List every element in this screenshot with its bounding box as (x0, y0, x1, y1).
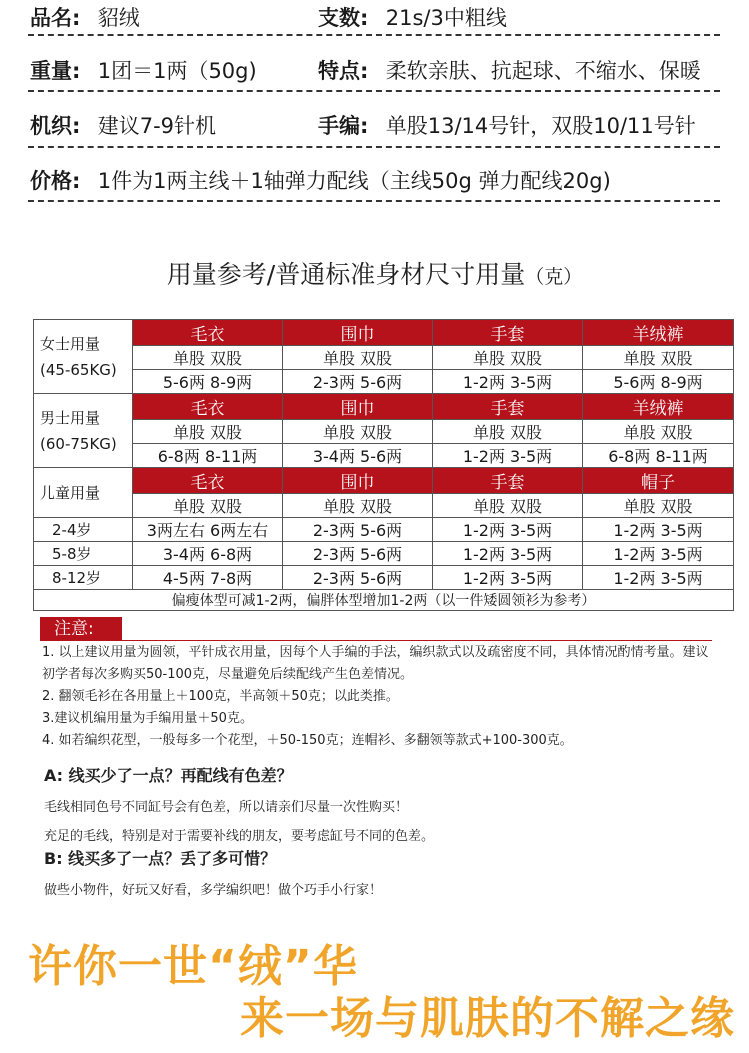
women-ply-cell: 单股 双股 (583, 346, 734, 370)
hand-value: 单股13/14号针，双股10/11号针 (385, 114, 696, 138)
spec-hand-row (318, 110, 696, 140)
spec-machine-row (30, 110, 216, 140)
kids-ply-cell: 单股 双股 (583, 494, 734, 518)
table-row (34, 444, 734, 468)
men-ply-cell: 单股 双股 (283, 420, 433, 444)
slogan-line-2: 来一场与肌肤的不解之缘 (240, 993, 735, 1044)
kids-amount-cell: 1-2两 3-5两 (583, 542, 734, 566)
question-a: A: 线买少了一点？再配线有色差？ (44, 766, 293, 785)
kids-age-cell: 2-4岁 (34, 518, 133, 542)
women-head-gloves: 手套 (433, 320, 583, 346)
kids-amount-cell: 1-2两 3-5两 (433, 542, 583, 566)
divider (28, 200, 720, 202)
table-row (34, 420, 734, 444)
men-ply-cell: 单股 双股 (583, 420, 734, 444)
men-head-pants: 羊绒裤 (583, 394, 734, 420)
kids-head-gloves: 手套 (433, 468, 583, 494)
usage-title-text: 用量参考/普通标准身材尺寸用量 (166, 260, 526, 289)
kids-head-sweater: 毛衣 (133, 468, 283, 494)
women-amount-cell: 2-3两 5-6两 (283, 370, 433, 394)
women-amount-cell: 5-6两 8-9两 (583, 370, 734, 394)
answer-a1: 毛线相同色号不同缸号会有色差，所以请亲们尽量一次性购买！ (44, 800, 409, 815)
kids-amount-cell: 3两左右 6两左右 (133, 518, 283, 542)
kids-ply-cell: 单股 双股 (433, 494, 583, 518)
price-value: 1件为1两主线＋1轴弹力配线（主线50g 弹力配线20g) (97, 169, 611, 193)
kids-group-cell (34, 468, 133, 518)
men-head-sweater: 毛衣 (133, 394, 283, 420)
women-head-pants: 羊绒裤 (583, 320, 734, 346)
kids-amount-cell: 4-5两 7-8两 (133, 566, 283, 590)
usage-table (33, 319, 734, 611)
spec-price-row (30, 165, 611, 195)
feature-label: 特点: (318, 59, 369, 83)
women-label: 女士用量 (40, 334, 101, 353)
count-value: 21s/3中粗线 (385, 6, 507, 30)
qa-block-b (44, 846, 704, 908)
question-b: B: 线买多了一点？丢了多可惜？ (44, 849, 277, 868)
men-ply-cell: 单股 双股 (433, 420, 583, 444)
table-row (34, 494, 734, 518)
name-label: 品名: (30, 6, 81, 30)
divider (28, 146, 720, 148)
kids-head-hat: 帽子 (583, 468, 734, 494)
kids-amount-cell: 1-2两 3-5两 (433, 566, 583, 590)
women-head-sweater: 毛衣 (133, 320, 283, 346)
kids-amount-cell: 1-2两 3-5两 (433, 518, 583, 542)
note-item: 1. 以上建议用量为圆领，平针成衣用量，因每个人手编的手法，编织款式以及疏密度不同，具体情况酌情考量。建议初学者每次多购买50-100克，尽量避免后续配线产生色差情况。 (42, 645, 709, 682)
women-ply-cell: 单股 双股 (133, 346, 283, 370)
machine-label: 机织: (30, 114, 81, 138)
women-group-cell (34, 320, 133, 394)
men-amount-cell: 6-8两 8-11两 (583, 444, 734, 468)
kids-amount-cell: 2-3两 5-6两 (283, 518, 433, 542)
spec-name-row (30, 2, 140, 32)
men-group-cell (34, 394, 133, 468)
men-amount-cell: 1-2两 3-5两 (433, 444, 583, 468)
count-label: 支数: (318, 6, 369, 30)
men-label: 男士用量 (40, 408, 101, 427)
women-amount-cell: 1-2两 3-5两 (433, 370, 583, 394)
note-item: 2. 翻领毛衫在各用量上＋100克，半高领＋50克；以此类推。 (42, 689, 399, 704)
weight-value: 1团＝1两（50g) (97, 59, 257, 83)
men-range: (60-75KG) (40, 434, 117, 453)
weight-label: 重量: (30, 59, 81, 83)
spec-feature-row (318, 55, 701, 85)
kids-amount-cell: 3-4两 6-8两 (133, 542, 283, 566)
kids-amount-cell: 2-3两 5-6两 (283, 542, 433, 566)
table-row (34, 370, 734, 394)
divider (28, 34, 720, 36)
answer-a2: 充足的毛线，特别是对于需要补线的朋友，要考虑缸号不同的色差。 (44, 829, 435, 844)
kids-age-cell: 8-12岁 (34, 566, 133, 590)
feature-value: 柔软亲肤、抗起球、不缩水、保暖 (385, 59, 701, 83)
qa-block-a (44, 763, 704, 854)
hand-label: 手编: (318, 114, 369, 138)
men-amount-cell: 3-4两 5-6两 (283, 444, 433, 468)
divider (28, 90, 720, 92)
women-head-scarf: 围巾 (283, 320, 433, 346)
price-label: 价格: (30, 169, 81, 193)
women-ply-cell: 单股 双股 (283, 346, 433, 370)
table-row (34, 542, 734, 566)
spec-weight-row (30, 55, 257, 85)
name-value: 貂绒 (97, 6, 140, 30)
slogan-line-1: 许你一世“绒”华 (28, 941, 358, 992)
machine-value: 建议7-9针机 (97, 114, 217, 138)
table-row (34, 346, 734, 370)
kids-ply-cell: 单股 双股 (133, 494, 283, 518)
kids-amount-cell: 2-3两 5-6两 (283, 566, 433, 590)
table-row (34, 468, 734, 494)
table-row (34, 320, 734, 346)
table-row (34, 590, 734, 611)
answer-b1: 做些小物件，好玩又好看，多学编织吧！做个巧手小行家！ (44, 883, 383, 898)
women-ply-cell: 单股 双股 (433, 346, 583, 370)
notes-tag: 注意: (40, 617, 122, 641)
kids-head-scarf: 围巾 (283, 468, 433, 494)
table-footnote: 偏瘦体型可减1-2两，偏胖体型增加1-2两（以一件矮圆领衫为参考） (34, 590, 734, 611)
table-row (34, 518, 734, 542)
spec-count-row (318, 2, 507, 32)
men-head-gloves: 手套 (433, 394, 583, 420)
kids-ply-cell: 单股 双股 (283, 494, 433, 518)
kids-amount-cell: 1-2两 3-5两 (583, 518, 734, 542)
notes-divider (40, 640, 712, 641)
women-range: (45-65KG) (40, 360, 117, 379)
note-item: 3.建议机编用量为手编用量＋50克。 (42, 711, 253, 726)
men-amount-cell: 6-8两 8-11两 (133, 444, 283, 468)
note-item: 4. 如若编织花型，一般每多一个花型，＋50-150克；连帽衫、多翻领等款式+100-300克。 (42, 733, 573, 748)
men-ply-cell: 单股 双股 (133, 420, 283, 444)
notes-list (42, 642, 712, 752)
kids-amount-cell: 1-2两 3-5两 (583, 566, 734, 590)
kids-label: 儿童用量 (40, 483, 101, 502)
women-amount-cell: 5-6两 8-9两 (133, 370, 283, 394)
table-row (34, 566, 734, 590)
kids-age-cell: 5-8岁 (34, 542, 133, 566)
usage-unit: （克） (525, 266, 583, 288)
men-head-scarf: 围巾 (283, 394, 433, 420)
usage-title (0, 255, 749, 291)
table-row (34, 394, 734, 420)
